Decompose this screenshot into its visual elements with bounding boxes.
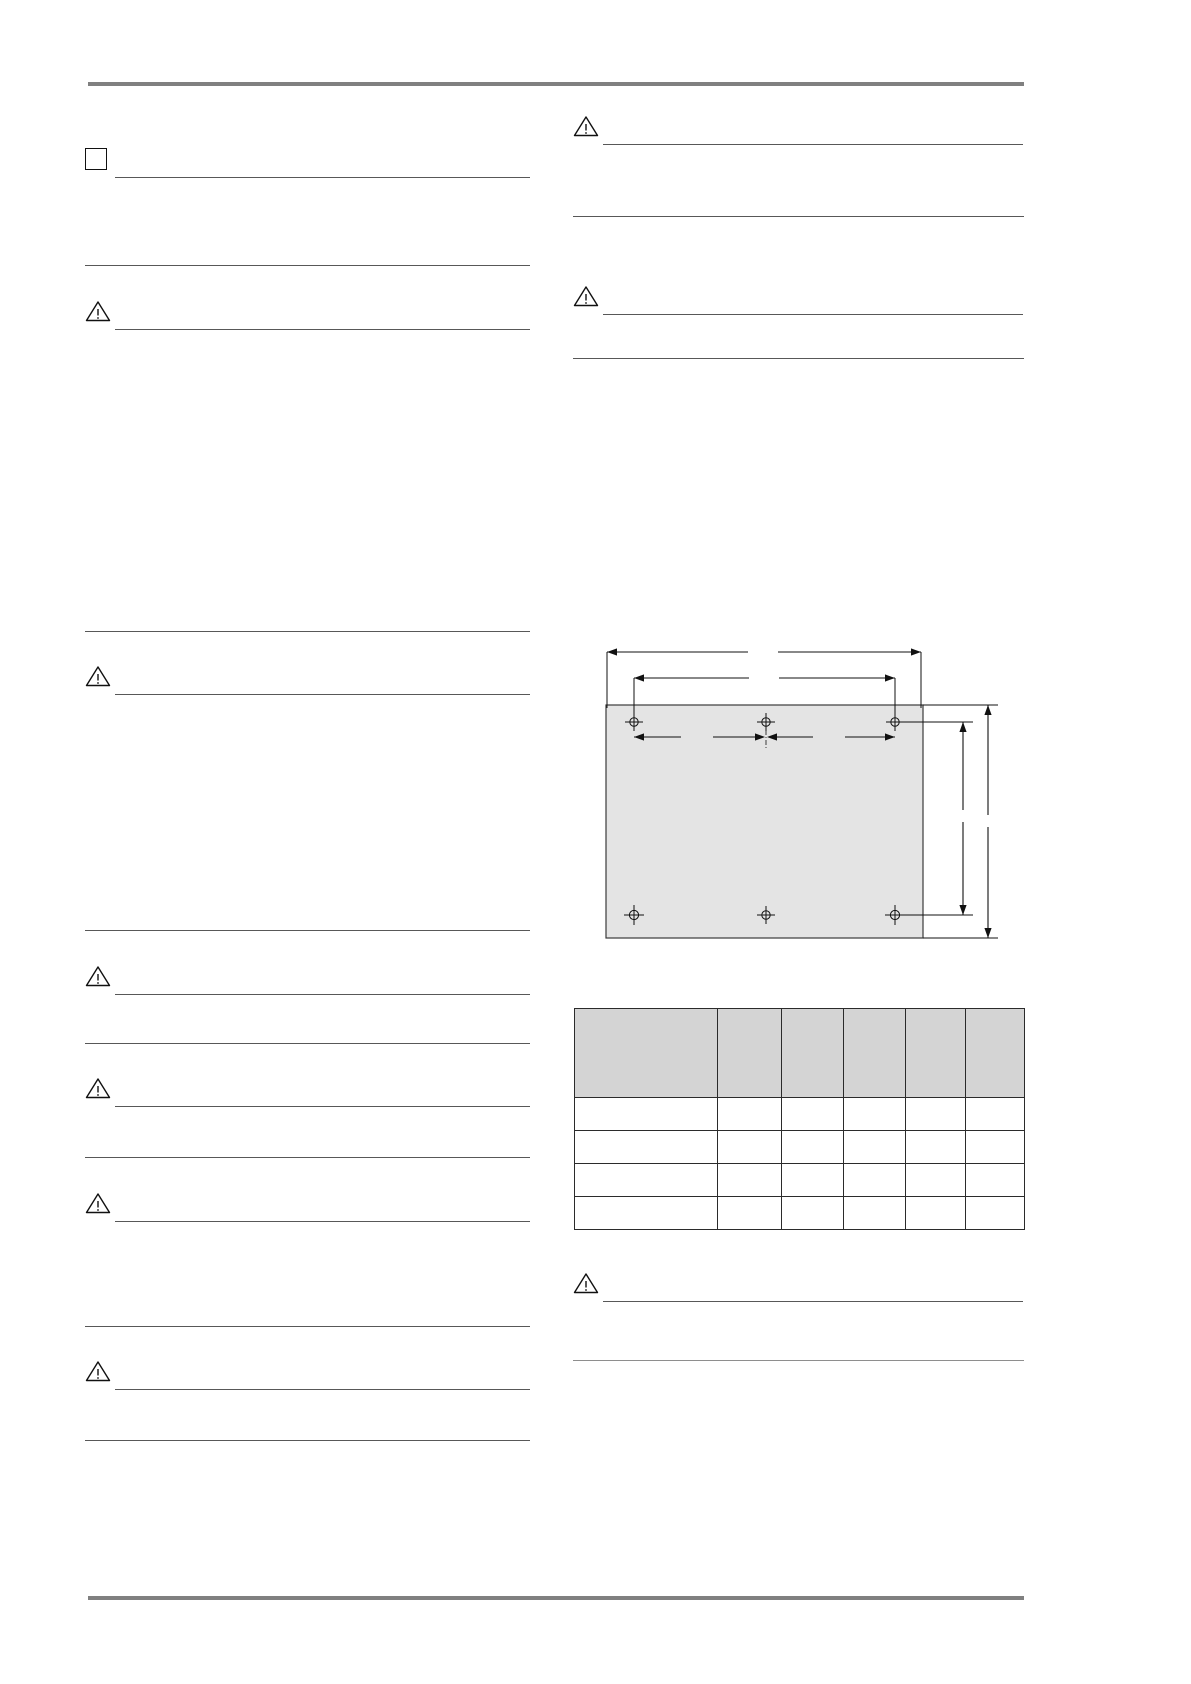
warning-triangle-icon [573,115,601,139]
table-cell [718,1098,782,1131]
table-row [575,1164,1025,1197]
table-cell [906,1131,966,1164]
table-cell [844,1197,906,1230]
left-body-text-6 [85,1406,530,1476]
table-cell [782,1197,844,1230]
header-rule [88,82,1024,86]
warning-triangle-icon [85,665,113,689]
warning-triangle-icon [85,300,113,324]
square-icon [85,148,113,172]
table-cell [906,1098,966,1131]
table-cell [575,1164,718,1197]
warning-triangle-icon [573,1272,601,1296]
table-cell [966,1098,1025,1131]
right-section-rule-3 [573,1360,1024,1361]
table-row [575,1098,1025,1131]
table-header-cell [906,1009,966,1098]
table-cell [844,1098,906,1131]
table-cell [718,1164,782,1197]
table-cell [966,1131,1025,1164]
right-section-rule-1 [573,216,1024,217]
warning-triangle-icon [85,1077,113,1101]
left-body-text-2 [85,710,530,910]
warning-triangle-icon [85,1192,113,1216]
right-section-rule-2 [573,358,1024,359]
table-header-cell [966,1009,1025,1098]
note-warning-2 [85,665,530,695]
right-body-text-1 [573,160,1024,215]
table-cell [906,1197,966,1230]
table-cell [782,1164,844,1197]
warning-triangle-icon [85,1360,113,1384]
plate-outline [606,705,923,938]
right-note-warning-1 [573,115,1024,145]
table-cell [906,1164,966,1197]
left-body-text-5 [85,1238,530,1328]
table-cell [966,1164,1025,1197]
note-warning-6 [85,1360,530,1390]
table-cell [575,1197,718,1230]
table-cell [844,1131,906,1164]
table-header-cell [575,1009,718,1098]
note-warning-5 [85,1192,530,1222]
table-cell [844,1164,906,1197]
table-cell [718,1131,782,1164]
dimensions-table [574,1008,1025,1230]
section-rule-4 [85,1043,530,1044]
table-cell [782,1098,844,1131]
note-box-1 [85,148,530,178]
mounting-plate-drawing [573,630,1025,960]
section-rule-5 [85,1157,530,1158]
table-cell [966,1197,1025,1230]
left-column [85,110,530,1570]
table-header-cell [844,1009,906,1098]
section-rule-1 [85,265,530,266]
table-cell [575,1131,718,1164]
right-note-warning-2 [573,285,1024,315]
left-body-text-1 [85,345,530,635]
note-warning-4 [85,1077,530,1107]
section-rule-7 [85,1440,530,1441]
table-cell [782,1131,844,1164]
right-body-text-2 [573,330,1024,355]
warning-triangle-icon [85,965,113,989]
table-header-cell [718,1009,782,1098]
footer-rule [88,1596,1024,1600]
right-note-warning-3 [573,1272,1024,1302]
table-cell [575,1098,718,1131]
table-header-row [575,1009,1025,1098]
warning-triangle-icon [573,285,601,309]
section-rule-2 [85,631,530,632]
table-row [575,1197,1025,1230]
left-body-text-3 [85,1010,530,1070]
section-rule-3 [85,930,530,931]
table-header-cell [782,1009,844,1098]
note-warning-3 [85,965,530,995]
section-rule-6 [85,1326,530,1327]
table-cell [718,1197,782,1230]
note-warning-1 [85,300,530,330]
table-row [575,1131,1025,1164]
left-body-text-4 [85,1122,530,1167]
